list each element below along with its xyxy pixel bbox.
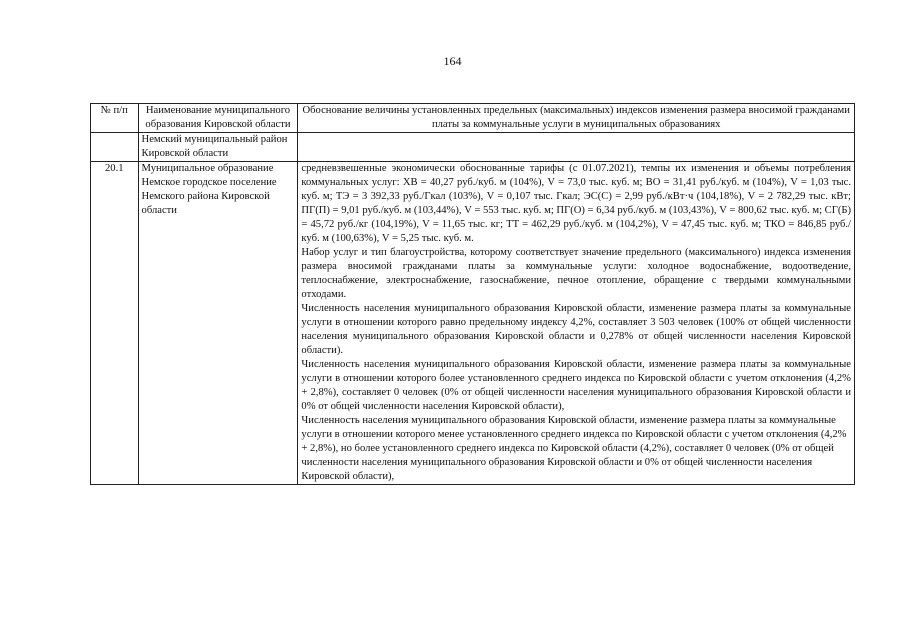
- table-row: [91, 162, 855, 485]
- district-basis-cell: [298, 133, 855, 162]
- population-above-paragraph: Численность населения муниципального образования Кировской области, изменение размера платы за коммунальные услуги в отношении которого более установленного среднего индекса по Кировской области с учетом отклонения (4,2% + 2,8%), составляет 0 человек (0% от общей численности населения муниципального образования Кировской области и 0% от общей численности населения Кировской области),: [301, 359, 851, 412]
- district-name-cell: Немский муниципальный район Кировской области: [138, 133, 298, 162]
- entry-municipality-cell: Муниципальное образование Немское городское поселение Немского района Кировской области: [138, 162, 298, 485]
- population-between-paragraph: Численность населения муниципального образования Кировской области, изменение размера платы за коммунальные услуги в отношении которого менее установленного среднего индекса по Кировской области с учетом отклонения (4,2% + 2,8%), но более установленного среднего индекса по Кировской области (4,2%), составляет 0 человек (0% от общей численности населения муниципального образования Кировской области и 0% от общей численности населения Кировской области),: [301, 415, 847, 482]
- district-number-cell: [91, 133, 139, 162]
- services-paragraph: Набор услуг и тип благоустройства, которому соответствует значение предельного (максимального) индекса изменения размера вносимой гражданами платы за коммунальные услуги: холодное водоснабжение, водоотведение, теплоснабжение, электроснабжение, газоснабжение, печное отопление, обращение с твердыми коммунальными отходами.: [301, 247, 851, 300]
- entry-number-cell: 20.1: [91, 162, 139, 485]
- header-municipality-cell: Наименование муниципального образования Кировской области: [138, 104, 298, 133]
- header-basis-cell: Обоснование величины установленных предельных (максимальных) индексов изменения размера вносимой гражданами платы за коммунальные услуги в муниципальных образованиях: [298, 104, 855, 133]
- population-equal-paragraph: Численность населения муниципального образования Кировской области, изменение размера платы за коммунальные услуги в отношении которого равно предельному индексу 4,2%, составляет 3 503 человек (100% от общей численности населения муниципального образования Кировской области и 0,278% от общей численности населения Кировской области).: [301, 303, 851, 356]
- tariffs-paragraph: средневзвешенные экономически обоснованные тарифы (с 01.07.2021), темпы их изменения и объемы потребления коммунальных услуг: ХВ = 40,27 руб./куб. м (104%), V = 73,0 тыс. куб. м; ВО = 31,41 руб./куб. м (104%), V = 1,03 тыс. куб. м; ТЭ = 3 392,33 руб./Гкал (103%), V = 0,107 тыс. Гкал; ЭС(С) = 2,99 руб./кВт·ч (104,18%), V = 2 782,29 тыс. кВт; ПГ(П) = 9,01 руб./куб. м (103,44%), V = 553 тыс. куб. м; ПГ(О) = 6,34 руб./куб. м (103,43%), V = 800,62 тыс. куб. м; СГ(Б) = 45,72 руб./кг (104,19%), V = 11,65 тыс. кг; ТТ = 462,29 руб./куб. м (104,2%), V = 47,45 тыс. куб. м; ТКО = 846,85 руб./куб. м (100,63%), V = 5,25 тыс. куб. м.: [301, 163, 851, 244]
- header-number-cell: № п/п: [91, 104, 139, 133]
- entry-basis-cell: [298, 162, 855, 485]
- table-header-row: [91, 104, 855, 133]
- tariff-index-table: [90, 103, 855, 485]
- page-number: 164: [443, 54, 462, 68]
- district-row: [91, 133, 855, 162]
